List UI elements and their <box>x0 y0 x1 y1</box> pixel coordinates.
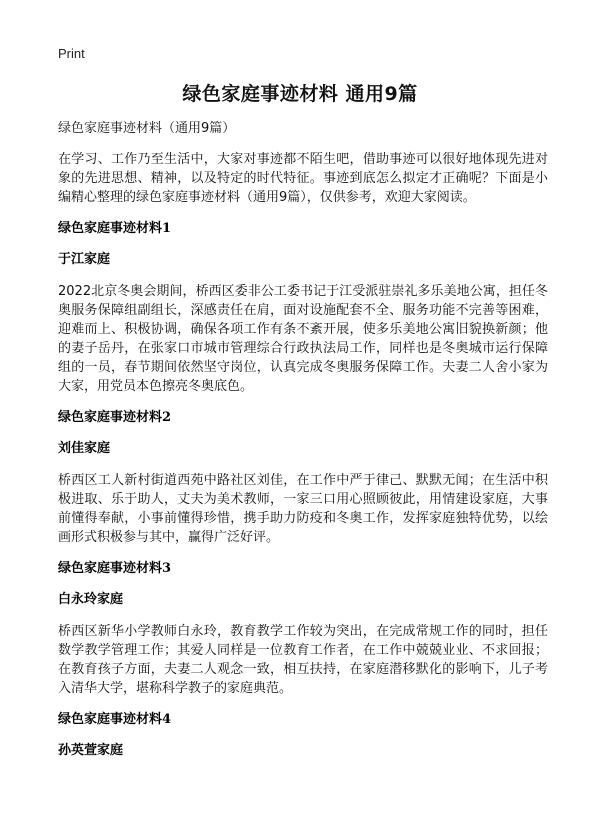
section-heading: 绿色家庭事迹材料2 <box>58 410 172 425</box>
page-title: 绿色家庭事迹材料 通用9篇 <box>182 83 418 105</box>
print-label[interactable]: Print <box>58 46 85 61</box>
family-name: 白永玲家庭 <box>58 592 124 607</box>
family-name: 刘佳家庭 <box>58 441 111 456</box>
family-name: 孙英萱家庭 <box>58 743 124 758</box>
intro-paragraph: 在学习、工作乃至生活中，大家对事迹都不陌生吧，借助事迹可以很好地体现先进对象的先进思想、精神，以及特定的时代特征。事迹到底怎么拟定才正确呢？下面是小编精心整理的绿色家庭事迹材料（通用9篇），仅供参考，欢迎大家阅读。 <box>58 152 548 205</box>
section-heading: 绿色家庭事迹材料1 <box>58 221 172 236</box>
doc-subtitle: 绿色家庭事迹材料（通用9篇） <box>58 121 236 136</box>
family-name: 于江家庭 <box>58 252 111 267</box>
section-4 <box>58 711 548 760</box>
section-paragraph: 2022北京冬奥会期间，桥西区委非公工委书记于江受派驻崇礼多乐美地公寓，担任冬奥服务保障组副组长，深感责任在肩，面对设施配套不全、服务功能不完善等困难，迎难而上、积极协调，确保各项工作有条不紊开展，使多乐美地公寓旧貌换新颜；他的妻子岳丹，在张家口市城市管理综合行政执法局工作，同样也是冬奥城市运行保障组的一员，春节期间依然坚守岗位，认真完成冬奥服务保障工作。夫妻二人舍小家为大家，用党员本色擦亮冬奥底色。 <box>58 284 548 394</box>
section-paragraph: 桥西区新华小学教师白永玲，教育教学工作较为突出，在完成常规工作的同时，担任数学教学管理工作；其爱人同样是一位教育工作者，在工作中兢兢业业、不求回报；在教育孩子方面，夫妻二人观念一致，相互扶持，在家庭潜移默化的影响下，儿子考入清华大学，堪称科学教子的家庭典范。 <box>58 624 548 696</box>
section-paragraph: 桥西区工人新村街道西苑中路社区刘佳，在工作中严于律己、默默无闻；在生活中积极进取、乐于助人，丈夫为美术教师，一家三口用心照顾彼此，用情建设家庭，大事前懂得奉献，小事前懂得珍惜，携手助力防疫和冬奥工作，发挥家庭独特优势，以绘画形式积极参与其中，赢得广泛好评。 <box>58 473 548 545</box>
section-1 <box>58 220 548 396</box>
section-heading: 绿色家庭事迹材料4 <box>58 712 172 727</box>
section-3 <box>58 560 548 698</box>
section-2 <box>58 409 548 547</box>
section-heading: 绿色家庭事迹材料3 <box>58 561 172 576</box>
document-body <box>58 120 548 773</box>
